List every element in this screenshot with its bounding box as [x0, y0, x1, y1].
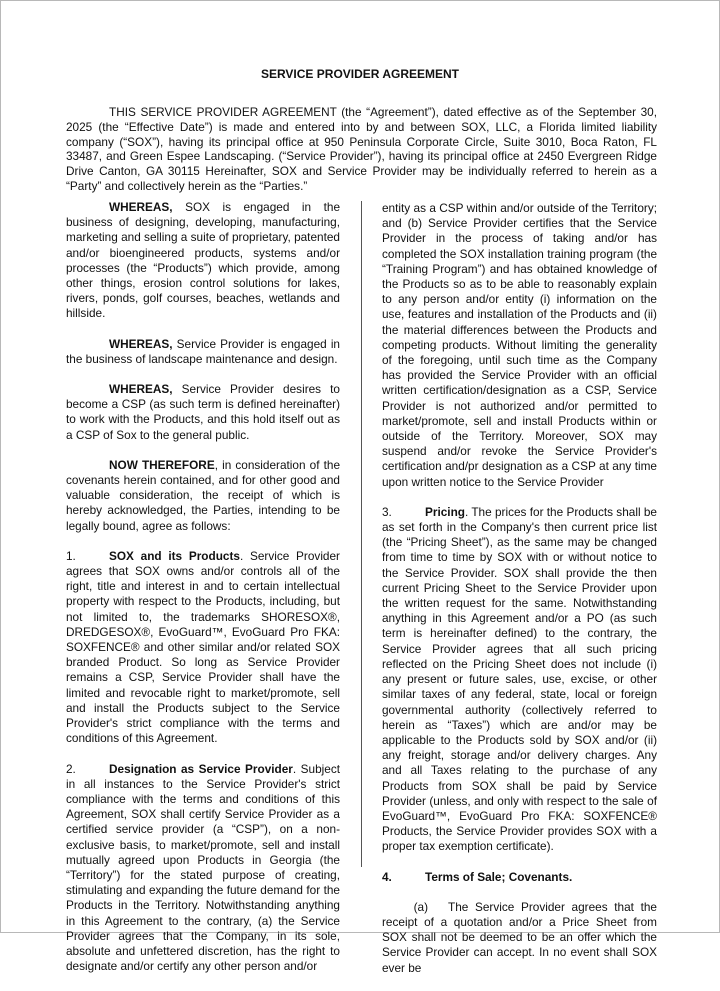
section-4-heading: [382, 870, 657, 885]
whereas-text: SOX is engaged in the business of designing, developing, manufacturing, marketing and selling a suite of proprietary, patented and/or bioengineered products, systems and/or processes (the “Products”) which provide, among other things, erosion control solutions for lakes, rivers, ponds, golf courses, beaches, wetlands and hillside.: [66, 200, 340, 321]
whereas-lead: WHEREAS,: [109, 336, 173, 351]
section-3: [382, 505, 657, 855]
whereas-paragraph-2: [66, 337, 340, 367]
section-number: 1.: [66, 548, 76, 563]
now-therefore-lead: NOW THEREFORE: [109, 457, 215, 472]
section-number: 4.: [382, 869, 392, 884]
whereas-paragraph-1: [66, 200, 340, 322]
whereas-lead: WHEREAS,: [109, 382, 173, 397]
now-therefore-text: , in consideration of the covenants herein contained, and for other good and valuable consideration, the receipt of which is hereby acknowledged, the Parties, intending to be legally bound, agree as follows:: [66, 457, 341, 533]
intro-paragraph: THIS SERVICE PROVIDER AGREEMENT (the “Agreement”), dated effective as of the September 30, 2025 (the “Effective Date”) is made and entered into by and between SOX, LLC, a Florida limited liability company (“SOX”), having its principal office at 950 Peninsula Corporate Circle, Suite 3010, Boca Raton, FL 33487, and Green Espee Landscaping. (“Service Provider”), having its principal office at 2450 Evergreen Ridge Drive Canton, GA 30115 Hereinafter, SOX and Service Provider may be individually referred to herein as a “Party” and collectively herein as the “Parties.”: [66, 105, 657, 193]
section-heading: Pricing: [425, 504, 465, 519]
section-text: . Service Provider agrees that SOX owns and/or controls all of the right, title and interest in and to certain intellectual property with respect to the Products, including, but not limited to, the trademarks SHORESOX®, DREDGESOX®, EvoGuard™, EvoGuard Pro FKA: SOXFENCE® and other similar and/or related SOX branded Product. So long as Service Provider remains a CSP, Service Provider shall have the limited and revocable right to market/promote, sell and install the Products subject to the Service Provider's strict compliance with the terms and conditions of this Agreement.: [66, 548, 340, 746]
section-heading: SOX and its Products: [109, 548, 240, 563]
section-number: 3.: [382, 504, 392, 519]
section-heading: Terms of Sale; Covenants.: [425, 869, 573, 884]
section-text: . The prices for the Products shall be as set forth in the Company's then current price list (the “Pricing Sheet”), as the same may be changed from time to time by SOX with or without notice to the Service Provider. SOX shall provide the then current Pricing Sheet to the Service Provider upon the written request for the same. Notwithstanding anything in this Agreement and/or a PO (as such term is hereinafter defined) to the contrary, the Service Provider agrees that all such pricing reflected on the Pricing Sheet does not include (i) any present or future sales, use, excise, or other similar taxes of any federal, state, local or foreign governmental authority (collectively referred to herein as “Taxes”) which are and/or may be applicable to the Products sold by SOX and/or (ii) any freight, storage and/or delivery charges. Any and all Taxes relating to the purchase of any Products from SOX shall be paid by Service Provider (unless, and only with respect to the sale of EvoGuard™, EvoGuard Pro FKA: SOXFENCE® Products, the Service Provider provides SOX with a proper tax exemption certificate).: [382, 504, 657, 854]
subsection-text: The Service Provider agrees that the receipt of a quotation and/or a Price Sheet from SOX shall not be deemed to be an offer which the Service Provider can accept. In no event shall SOX ever be: [382, 899, 657, 975]
column-divider: [361, 201, 362, 867]
section-text: . Subject in all instances to the Service Provider's strict compliance with the terms and conditions of this Agreement, SOX shall certify Service Provider as a certified service provider (a “CSP”), on a non-exclusive basis, to market/promote, sell and install mutually agreed upon Products in Georgia (the “Territory”) for the stated purpose of creating, stimulating and expanding the future demand for the Products in the Territory. Notwithstanding anything in this Agreement to the contrary, (a) the Service Provider agrees that the Company, in its sole, absolute and unfettered discretion, has the right to designate and/or certify any other person and/or: [66, 761, 341, 974]
subsection-label: (a): [413, 899, 428, 914]
section-2-continued: entity as a CSP within and/or outside of the Territory; and (b) Service Provider certifies that the Service Provider in the process of taking and/or has completed the SOX installation training program (the “Training Program”) and has obtained knowledge of the Products so as to be able to reasonably explain to any person and/or entity (i) information on the use, features and installation of the Products and (ii) the material differences between the Products and competing products. Without limiting the generality of the foregoing, until such time as the Company has provided the Service Provider with an official written certification/designation as a CSP, Service Provider is not authorized and/or permitted to market/promote, sell and install Products within or outside of the Territory. Moreover, SOX may suspend and/or revoke the Service Provider's certification and/pr designation as a CSP at any time upon written notice to the Service Provider: [382, 201, 657, 489]
document-title: SERVICE PROVIDER AGREEMENT: [260, 67, 460, 81]
section-1: [66, 549, 340, 747]
whereas-text: Service Provider desires to become a CSP (as such term is defined hereinafter) to work with the Products, and this hold itself out as a CSP of Sox to the general public.: [66, 382, 340, 442]
section-heading: Designation as Service Provider: [109, 761, 293, 776]
section-4a: [382, 900, 657, 976]
section-number: 2.: [66, 761, 76, 776]
right-column: [382, 201, 657, 991]
section-2: [66, 762, 340, 975]
now-therefore-paragraph: [66, 458, 340, 534]
whereas-paragraph-3: [66, 382, 340, 443]
left-column: [66, 200, 340, 989]
whereas-lead: WHEREAS,: [109, 200, 173, 214]
whereas-text: Service Provider is engaged in the business of landscape maintenance and design.: [66, 336, 340, 366]
